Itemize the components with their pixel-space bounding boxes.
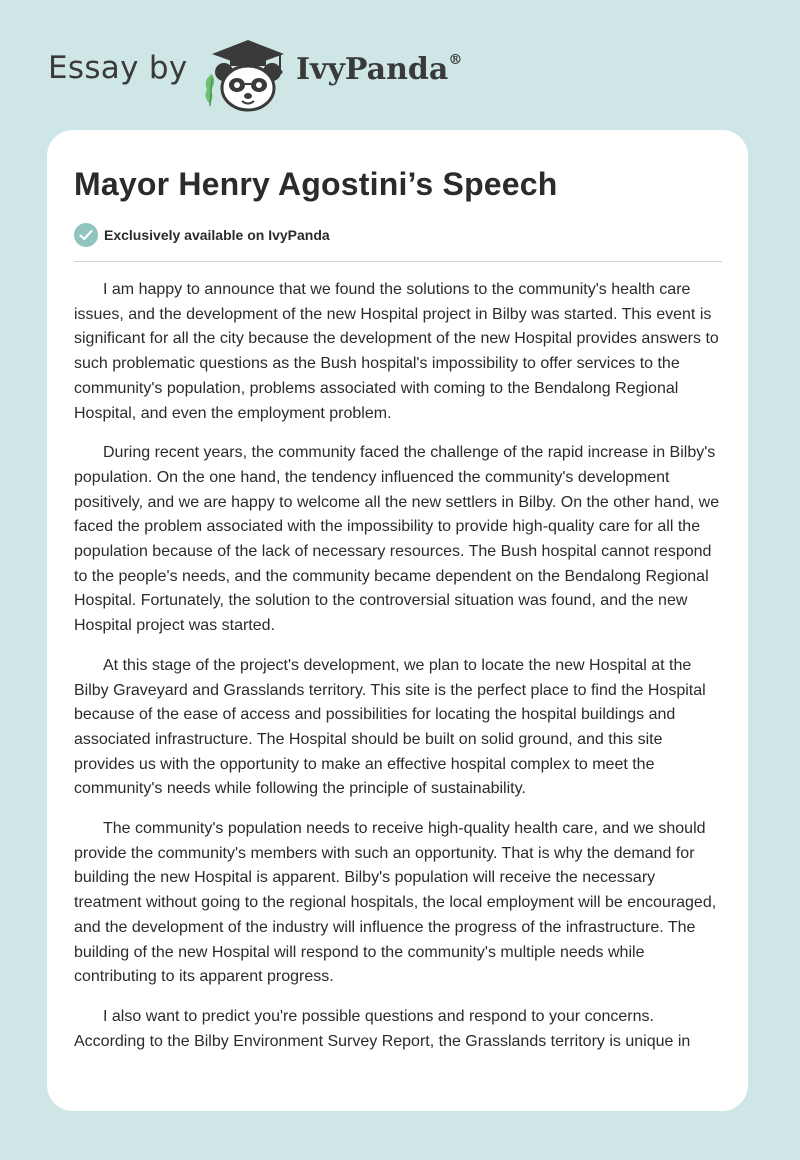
paragraph: At this stage of the project's development, we plan to locate the new Hospital at the Bilby Graveyard and Grasslands territory. This site is the perfect place to find the Hospital because of the ease of access and possibilities for locating the hospital buildings and associated infrastructure. The Hospital should be built on solid ground, and this site provides us with the opportunity to make an effective hospital complex to meet the community's needs while following the principle of sustainability. <box>74 656 706 798</box>
divider <box>74 261 722 262</box>
paragraph: I am happy to announce that we found the solutions to the community's health care issues, and the development of the new Hospital project in Bilby was started. This event is significant for all the city because the development of the new Hospital provides answers to such problematic questions as the Bush hospital's impossibility to offer services to the community's population, problems associated with coming to the Bendalong Regional Hospital, and even the employment problem. <box>74 281 719 422</box>
check-icon <box>74 223 98 247</box>
exclusive-badge <box>74 222 330 248</box>
registered-mark: ® <box>448 52 463 68</box>
paragraph: I also want to predict you're possible questions and respond to your concerns. According to the Bilby Environment Survey Report, the Grasslands territory is unique in <box>74 1007 691 1050</box>
paragraph: The community's population needs to receive high-quality health care, and we should provide the community's members with such an opportunity. That is why the demand for building the new Hospital is apparent. Bilby's population will receive the necessary treatment without going to the regional hospitals, the local employment will be encouraged, and the development of the industry will influence the progress of the infrastructure. The building of the new Hospital will respond to the community's multiple needs while contributing to its apparent progress. <box>74 820 717 986</box>
ivypanda-logo-icon[interactable] <box>200 34 292 114</box>
brand-name[interactable] <box>296 52 462 87</box>
essay-by-label: Essay by <box>48 50 188 86</box>
site-header <box>48 28 508 118</box>
page-title: Mayor Henry Agostini’s Speech <box>74 166 558 202</box>
essay-card <box>47 130 748 1111</box>
essay-body <box>74 278 724 1069</box>
brand-text: IvyPanda <box>296 52 449 87</box>
exclusive-badge-label: Exclusively available on IvyPanda <box>104 227 330 243</box>
paragraph: During recent years, the community faced the challenge of the rapid increase in Bilby's population. On the one hand, the tendency influenced the community's development positively, and we are happy to welcome all the new settlers in Bilby. On the other hand, we faced the problem associated with the impossibility to provide high-quality care for all the population because of the lack of necessary resources. The Bush hospital cannot respond to the people's needs, and the community became dependent on the Bendalong Regional Hospital. Fortunately, the solution to the controversial situation was found, and the new Hospital project was started. <box>74 444 720 635</box>
